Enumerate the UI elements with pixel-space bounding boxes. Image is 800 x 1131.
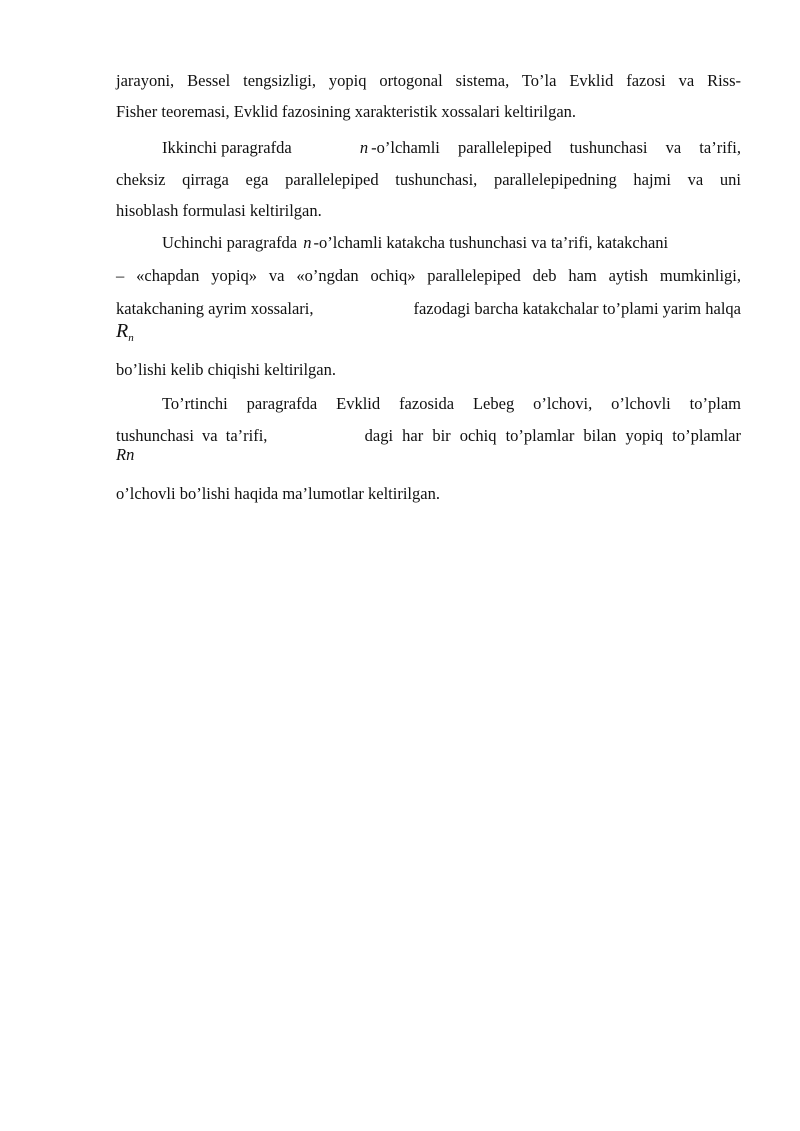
text-segment: -o’lchamli katakcha tushunchasi va ta’rifi, katakchani <box>313 233 669 252</box>
text-segment: cheksiz qirraga ega parallelepiped tushunchasi, parallelepipedning hajmi va uni <box>116 170 741 189</box>
paragraph-4-line-1 <box>162 394 741 414</box>
paragraph-4-line-2 <box>116 426 741 446</box>
paragraph-3-line-4 <box>116 360 741 380</box>
text-segment: hisoblash formulasi keltirilgan. <box>116 201 322 220</box>
paragraph-3-line-1 <box>162 233 741 253</box>
math-variable-n: n <box>359 138 369 157</box>
math-symbol-rn: Rn <box>116 445 135 464</box>
paragraph-2-line-1 <box>162 138 741 158</box>
text-segment: Ikkinchi paragrafda <box>162 138 292 157</box>
paragraph-2-line-3 <box>116 201 741 221</box>
paragraph-3-line-3 <box>116 299 741 319</box>
text-segment: Uchinchi paragrafda <box>162 233 298 252</box>
inline-math-group <box>360 138 741 158</box>
math-letter-r: R <box>116 320 129 342</box>
text-segment: Fisher teoremasi, Evklid fazosining xarakteristik xossalari keltirilgan. <box>116 102 577 121</box>
paragraph-1-line-1 <box>116 71 741 91</box>
text-segment: o’lchovli bo’lishi haqida ma’lumotlar keltirilgan. <box>116 484 440 503</box>
text-segment: To’rtinchi paragrafda Evklid fazosida Lebeg o’lchovi, o’lchovli to’plam <box>162 394 741 413</box>
math-symbol-r-n <box>116 321 134 348</box>
text-segment: jarayoni, Bessel tengsizligi, yopiq ortogonal sistema, To’la Evklid fazosi va Riss- <box>116 71 741 90</box>
text-segment: fazodagi barcha katakchalar to’plami yarim halqa <box>413 299 741 318</box>
text-segment: – «chapdan yopiq» va «o’ngdan ochiq» parallelepiped deb ham aytish mumkinligi, <box>116 266 741 285</box>
math-subscript-n: n <box>128 332 134 344</box>
math-variable-n: n <box>303 233 312 252</box>
text-segment: bo’lishi kelib chiqishi keltirilgan. <box>116 360 336 379</box>
text-segment: -o’lchamli parallelepiped tushunchasi va ta’rifi, <box>371 138 741 157</box>
paragraph-4-line-3 <box>116 484 741 504</box>
text-segment: tushunchasi va ta’rifi, <box>116 426 268 445</box>
text-segment: katakchaning ayrim xossalari, <box>116 299 314 318</box>
paragraph-1-line-2 <box>116 102 741 122</box>
text-segment: dagi har bir ochiq to’plamlar bilan yopiq to’plamlar <box>364 426 741 445</box>
paragraph-3-line-2 <box>116 266 741 286</box>
paragraph-2-line-2 <box>116 170 741 190</box>
